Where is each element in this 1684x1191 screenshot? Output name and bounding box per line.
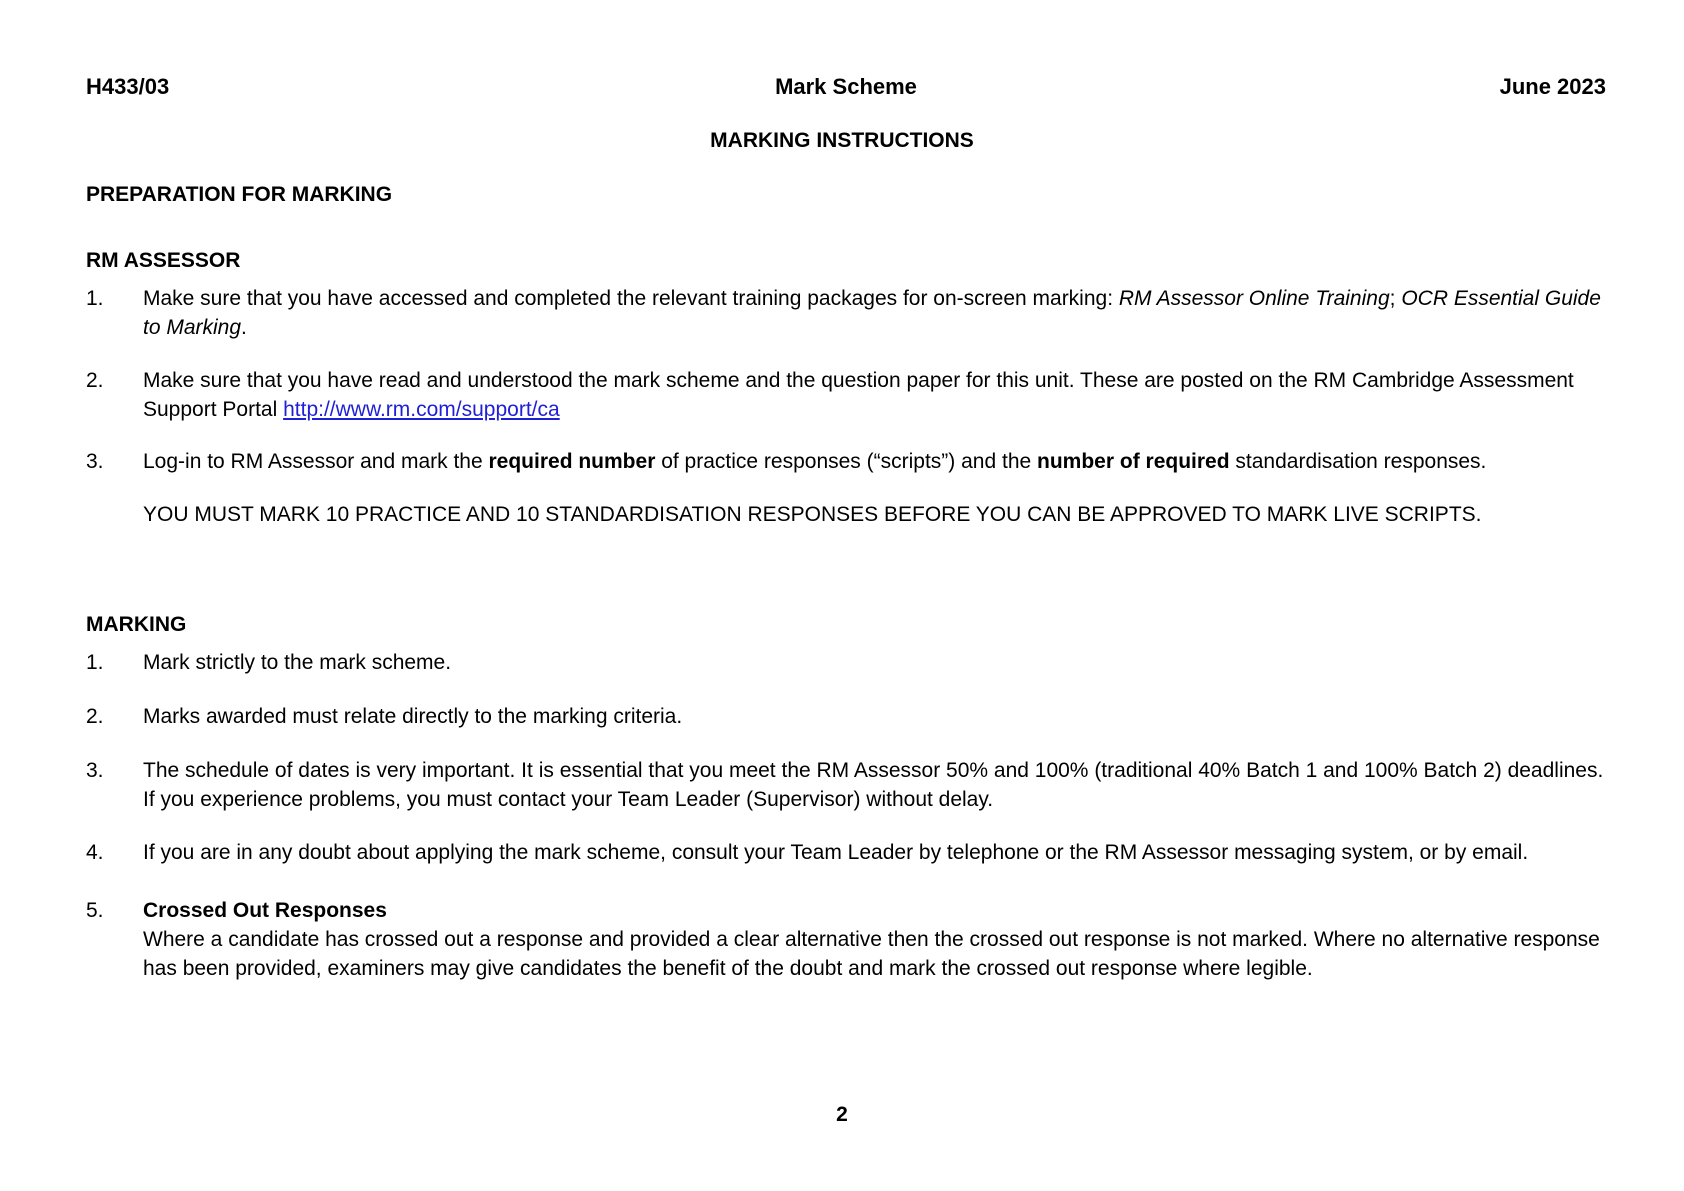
item-number: 4.	[86, 841, 104, 864]
preparation-item-3	[86, 447, 1606, 529]
item-number: 2.	[86, 369, 104, 392]
item-text: If you are in any doubt about applying the mark scheme, consult your Team Leader by telephone or the RM Assessor messaging system, or by email.	[143, 841, 1529, 864]
rm-assessor-subheading: RM ASSESSOR	[86, 249, 241, 272]
marking-item-5	[86, 896, 1606, 983]
item-number: 3.	[86, 450, 104, 473]
item-text: Mark strictly to the mark scheme.	[143, 651, 452, 674]
preparation-item-1	[86, 284, 1606, 342]
item-number: 1.	[86, 651, 104, 674]
page-header	[86, 72, 1606, 102]
item-number: 2.	[86, 705, 104, 728]
item-number: 5.	[86, 899, 104, 922]
item-text: The schedule of dates is very important. It is essential that you meet the RM Assessor 50% and 100% (traditional 40% Batch 1 and 100% Batch 2) deadlines. If you experience problems, you must contact your Team Leader (Supervisor) without delay.	[143, 759, 1604, 811]
exam-date: June 2023	[1499, 74, 1606, 99]
item-title: Crossed Out Responses	[143, 899, 387, 922]
marking-item-4	[86, 838, 1606, 867]
marking-item-2	[86, 702, 1606, 731]
approval-notice: YOU MUST MARK 10 PRACTICE AND 10 STANDARDISATION RESPONSES BEFORE YOU CAN BE APPROVED TO MARK LIVE SCRIPTS.	[143, 503, 1482, 526]
paper-code: H433/03	[86, 74, 170, 99]
preparation-item-2	[86, 366, 1606, 424]
item-text: Make sure that you have read and understood the mark scheme and the question paper for this unit. These are posted on the RM Cambridge Assessment Support Portal http://www.rm.com/support/ca	[143, 369, 1574, 421]
marking-item-3	[86, 756, 1606, 814]
preparation-heading: PREPARATION FOR MARKING	[86, 183, 393, 206]
document-title: Mark Scheme	[775, 74, 917, 99]
item-text: Log-in to RM Assessor and mark the required number of practice responses (“scripts”) and the number of required standardisation responses.	[143, 450, 1487, 473]
item-number: 3.	[86, 759, 104, 782]
item-text: Where a candidate has crossed out a response and provided a clear alternative then the crossed out response is not marked. Where no alternative response has been provided, examiners may give candidates the benefit of the doubt and mark the crossed out response where legible.	[143, 928, 1600, 980]
item-text: Make sure that you have accessed and completed the relevant training packages for on-screen marking: RM Assessor Online Training; OCR Essential Guide to Marking.	[143, 287, 1601, 339]
marking-heading: MARKING	[86, 613, 187, 636]
marking-item-1	[86, 648, 1606, 677]
main-heading: MARKING INSTRUCTIONS	[710, 129, 974, 152]
page-number: 2	[836, 1103, 848, 1126]
support-portal-link[interactable]: http://www.rm.com/support/ca	[283, 398, 560, 421]
item-number: 1.	[86, 287, 104, 310]
item-text: Marks awarded must relate directly to the marking criteria.	[143, 705, 683, 728]
